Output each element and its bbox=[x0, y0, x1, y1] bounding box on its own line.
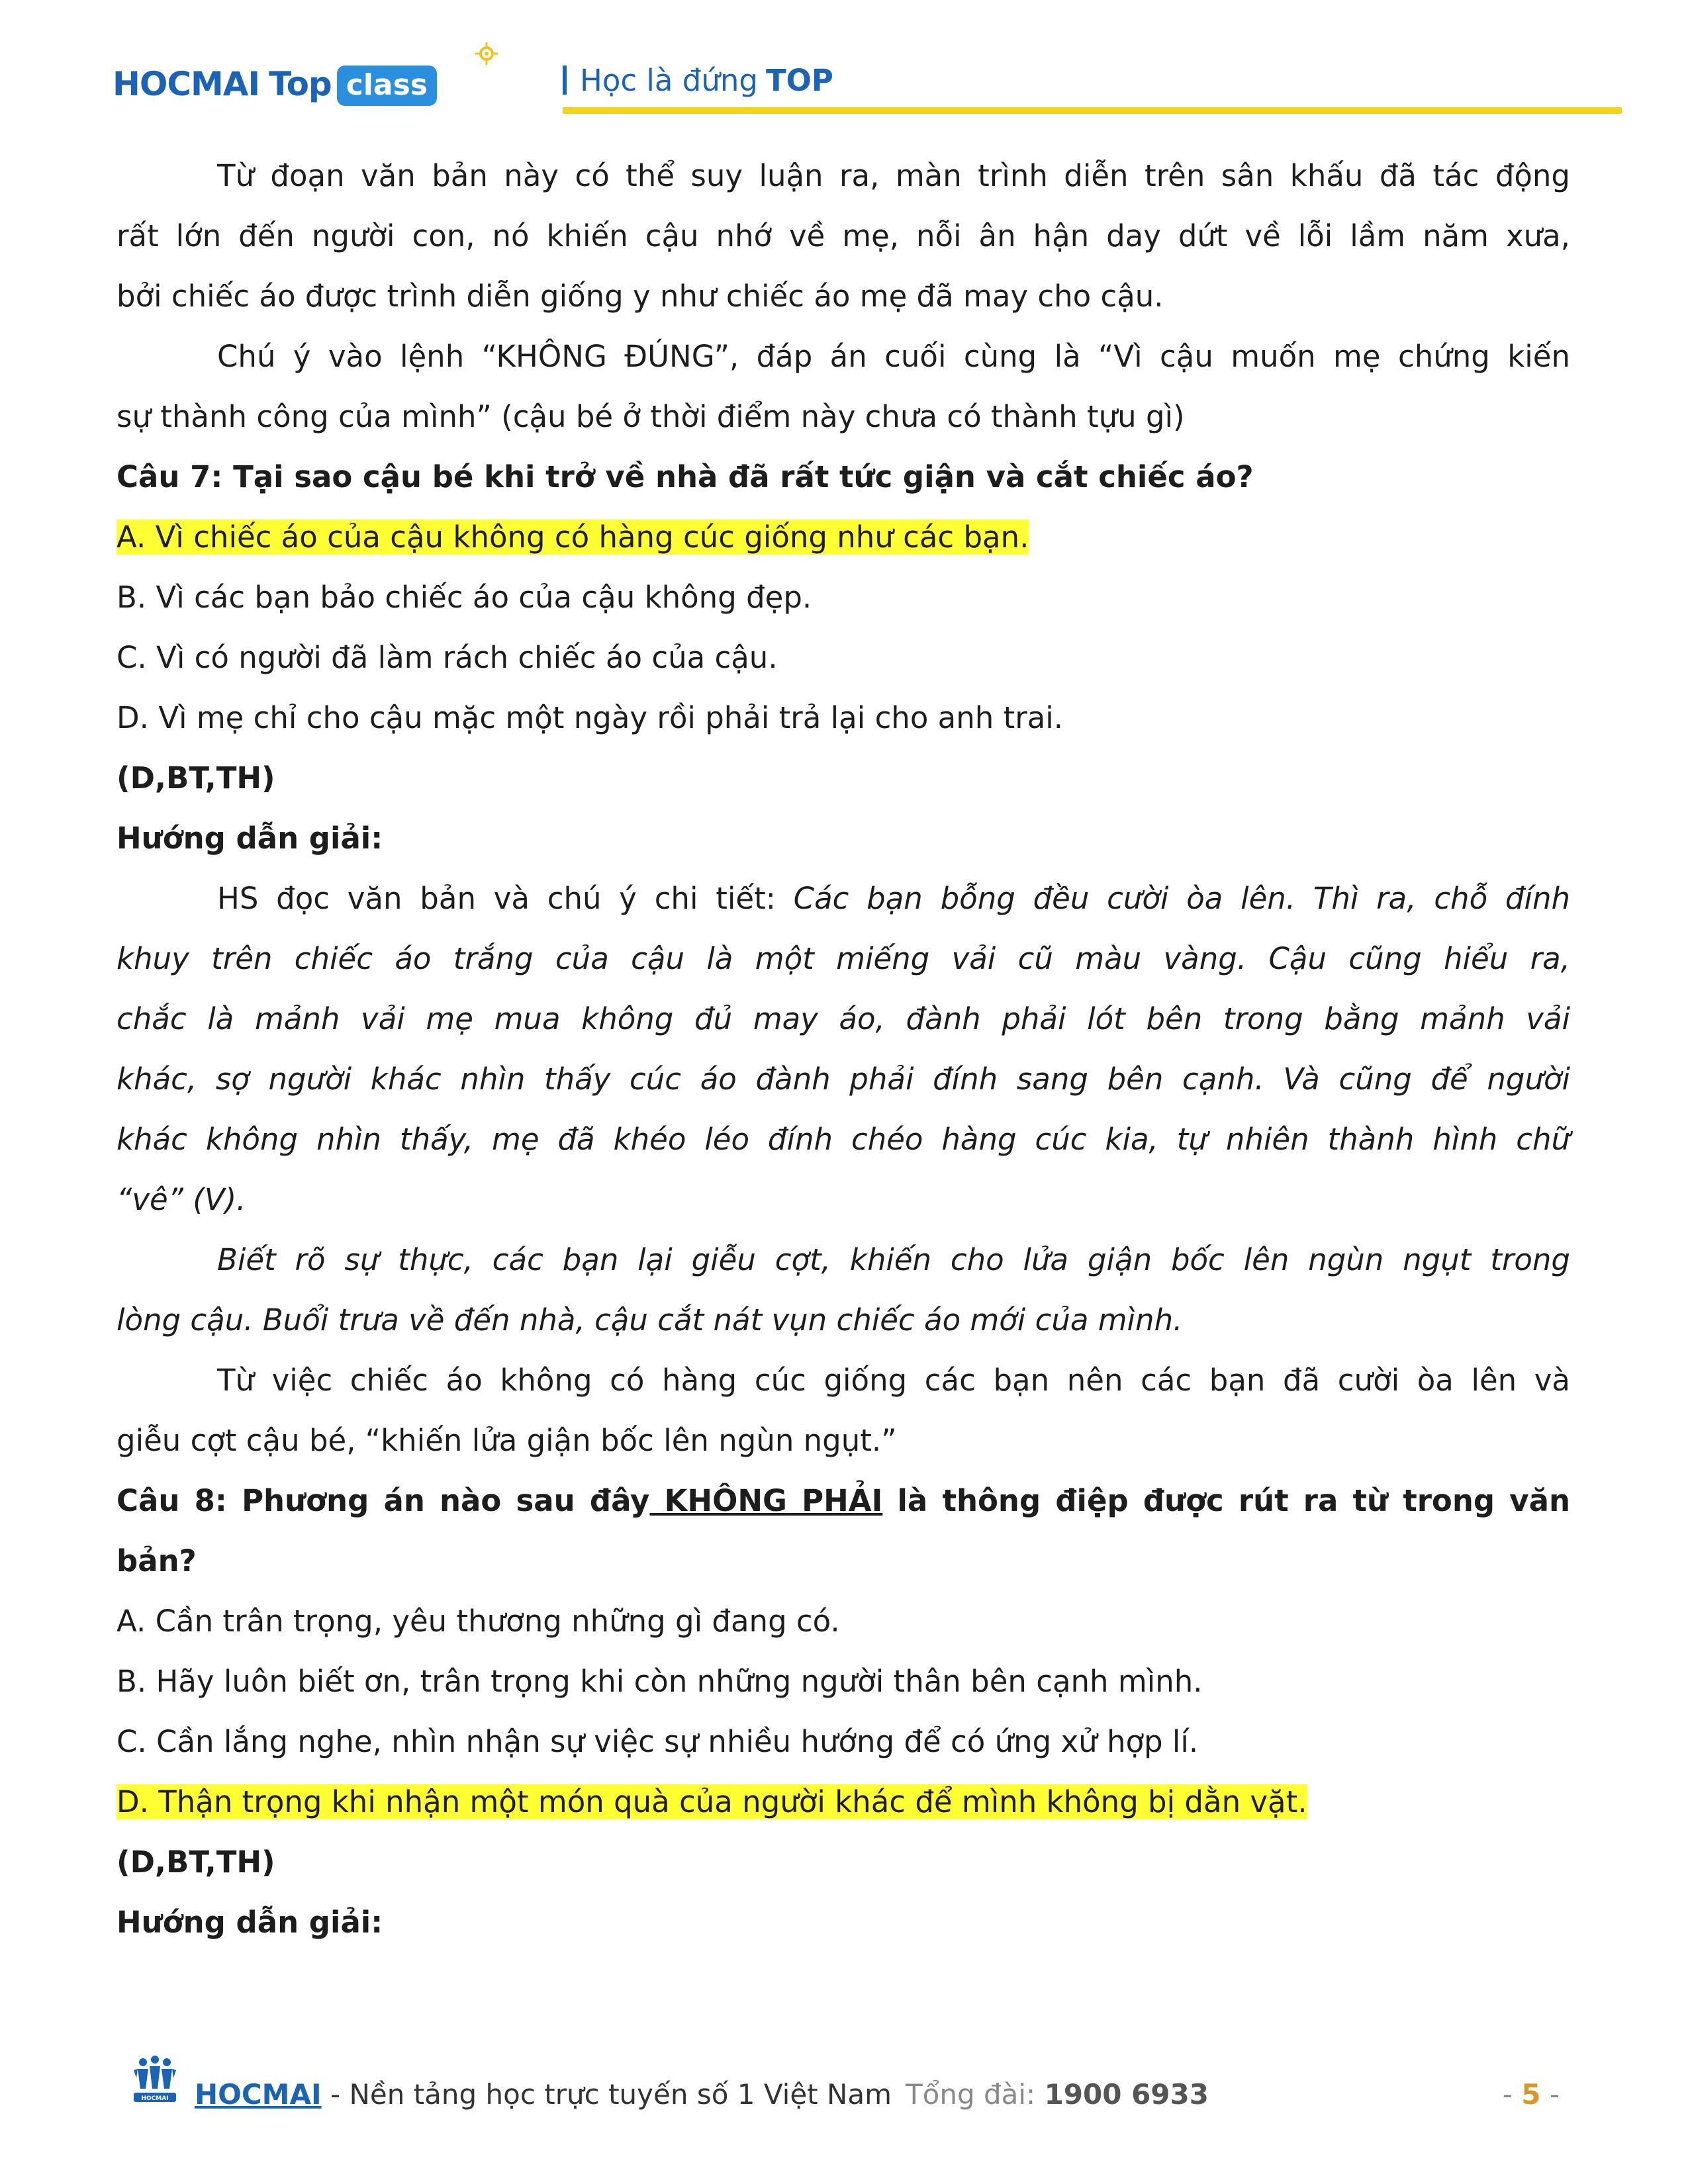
page-suffix: - bbox=[1540, 2078, 1560, 2111]
guide-line bbox=[117, 868, 1570, 929]
hotline-label: Tổng đài: bbox=[906, 2078, 1045, 2111]
tagline-top: TOP bbox=[765, 62, 833, 98]
hotline-number: 1900 6933 bbox=[1044, 2078, 1209, 2111]
q8-guide-label: Hướng dẫn giải: bbox=[117, 1905, 383, 1940]
document-body bbox=[117, 146, 1570, 1952]
hocmai-people-logo-icon bbox=[130, 2056, 180, 2109]
guide-quote-line: khuy trên chiếc áo trắng của cậu là một miếng vải cũ màu vàng. Cậu cũng hiểu ra, bbox=[117, 941, 1570, 976]
logo-sun-icon bbox=[475, 42, 498, 65]
page-prefix: - bbox=[1502, 2078, 1522, 2111]
q7-level-tag: (D,BT,TH) bbox=[117, 760, 275, 796]
q8-level-tag: (D,BT,TH) bbox=[117, 1844, 275, 1880]
q8-title-emphasis: KHÔNG PHẢI bbox=[649, 1483, 883, 1518]
footer-hotline bbox=[906, 2078, 1209, 2111]
question-8-title-cont: bản? bbox=[117, 1543, 197, 1578]
guide-quote: Các bạn bỗng đều cười òa lên. Thì ra, chỗ đính bbox=[793, 881, 1570, 916]
paragraph-line: Chú ý vào lệnh “KHÔNG ĐÚNG”, đáp án cuối cùng là “Vì cậu muốn mẹ chứng kiến bbox=[217, 339, 1570, 374]
guide-quote-line: khác, sợ người khác nhìn thấy cúc áo đành phải đính sang bên cạnh. Và cũng để người bbox=[117, 1062, 1570, 1097]
logo-class-badge: class bbox=[337, 66, 437, 106]
q8-option-b: B. Hãy luôn biết ơn, trân trọng khi còn những người thân bên cạnh mình. bbox=[117, 1664, 1203, 1699]
header-rule bbox=[563, 107, 1622, 114]
paragraph-line: sự thành công của mình” (cậu bé ở thời điểm này chưa có thành tựu gì) bbox=[117, 399, 1185, 434]
paragraph-line: Từ đoạn văn bản này có thể suy luận ra, màn trình diễn trên sân khấu đã tác động bbox=[217, 158, 1570, 193]
tagline-text: Học là đứng bbox=[580, 62, 758, 98]
question-7-title: Câu 7: Tại sao cậu bé khi trở về nhà đã rất tức giận và cắt chiếc áo? bbox=[117, 459, 1254, 494]
guide-quote-line: “vê” (V). bbox=[117, 1182, 246, 1217]
q7-option-b: B. Vì các bạn bảo chiếc áo của cậu không đẹp. bbox=[117, 580, 812, 615]
footer-brand-link[interactable]: HOCMAI bbox=[195, 2078, 322, 2111]
page-footer bbox=[130, 2052, 1560, 2131]
q8-title-suffix: là thông điệp được rút ra từ trong văn bbox=[882, 1483, 1570, 1518]
question-8-title bbox=[117, 1471, 1570, 1531]
guide-intro: HS đọc văn bản và chú ý chi tiết: bbox=[217, 881, 794, 916]
page-number-value: 5 bbox=[1521, 2078, 1541, 2111]
guide-quote-line: chắc là mảnh vải mẹ mua không đủ may áo, đành phải lót bên trong bằng mảnh vải bbox=[117, 1001, 1570, 1036]
guide-quote-line: lòng cậu. Buổi trưa về đến nhà, cậu cắt nát vụn chiếc áo mới của mình. bbox=[117, 1302, 1183, 1338]
q8-option-c: C. Cần lắng nghe, nhìn nhận sự việc sự nhiều hướng để có ứng xử hợp lí. bbox=[117, 1724, 1199, 1759]
guide-quote-line: khác không nhìn thấy, mẹ đã khéo léo đính chéo hàng cúc kia, tự nhiên thành hình chữ bbox=[117, 1122, 1570, 1157]
q8-option-a: A. Cần trân trọng, yêu thương những gì đang có. bbox=[117, 1604, 840, 1639]
q7-guide-label: Hướng dẫn giải: bbox=[117, 821, 383, 856]
q7-option-d: D. Vì mẹ chỉ cho cậu mặc một ngày rồi phải trả lại cho anh trai. bbox=[117, 700, 1064, 735]
logo-top-text: Top bbox=[269, 65, 332, 103]
q8-title-prefix: Câu 8: Phương án nào sau đây bbox=[117, 1483, 650, 1518]
guide-quote-line: Biết rõ sự thực, các bạn lại giễu cợt, khiến cho lửa giận bốc lên ngùn ngụt trong bbox=[217, 1242, 1570, 1277]
paragraph-line: rất lớn đến người con, nó khiến cậu nhớ về mẹ, nỗi ân hận day dứt về lỗi lầm năm xưa, bbox=[117, 218, 1570, 253]
paragraph-line: bởi chiếc áo được trình diễn giống y như chiếc áo mẹ đã may cho cậu. bbox=[117, 279, 1164, 314]
guide-line: Từ việc chiếc áo không có hàng cúc giống các bạn nên các bạn đã cười òa lên và bbox=[217, 1363, 1570, 1398]
q7-option-c: C. Vì có người đã làm rách chiếc áo của cậu. bbox=[117, 640, 778, 675]
tagline-divider bbox=[563, 66, 567, 95]
guide-line: giễu cợt cậu bé, “khiến lửa giận bốc lên ngùn ngụt.” bbox=[117, 1423, 897, 1458]
page-header bbox=[113, 41, 1509, 114]
logo-hocmai-text: HOCMAI bbox=[113, 65, 260, 103]
footer-logo-caption: HOCMAI bbox=[141, 2095, 169, 2102]
footer-slogan bbox=[195, 2078, 892, 2111]
footer-slogan-text: - Nền tảng học trực tuyến số 1 Việt Nam bbox=[321, 2078, 892, 2111]
header-tagline bbox=[563, 57, 833, 103]
page-number bbox=[1503, 2078, 1560, 2111]
q7-option-a-highlighted: A. Vì chiếc áo của cậu không có hàng cúc giống như các bạn. bbox=[117, 520, 1029, 555]
hocmai-topclass-logo bbox=[113, 54, 437, 114]
q8-option-d-highlighted: D. Thận trọng khi nhận một món quà của người khác để mình không bị dằn vặt. bbox=[117, 1784, 1307, 1819]
